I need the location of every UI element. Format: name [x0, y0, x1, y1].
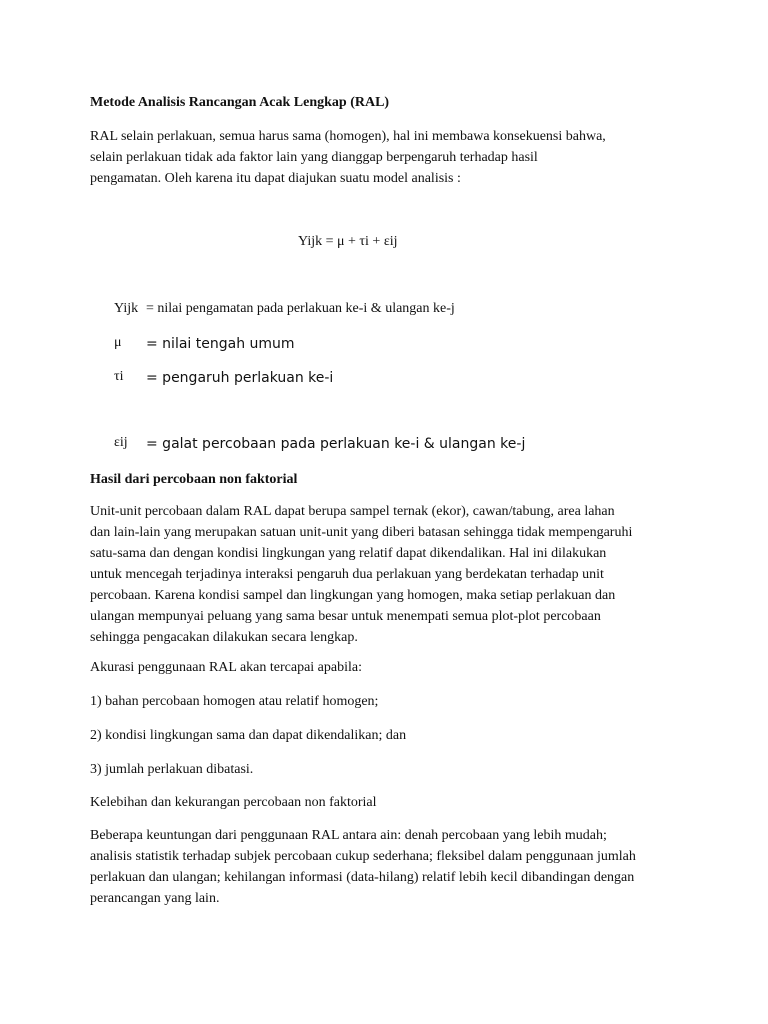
paragraph-line: perancangan yang lain.: [90, 891, 220, 906]
paragraph-line: satu-sama dan dengan kondisi lingkungan yang relatif dapat dikendalikan. Hal ini dilakukan: [90, 546, 607, 561]
accuracy-item: 1) bahan percobaan homogen atau relatif homogen;: [90, 694, 379, 709]
section-heading: Hasil dari percobaan non faktorial: [90, 472, 298, 487]
accuracy-item: 2) kondisi lingkungan sama dan dapat dikendalikan; dan: [90, 728, 407, 743]
paragraph-line: Beberapa keuntungan dari penggunaan RAL antara ain: denah percobaan yang lebih mudah;: [90, 828, 607, 843]
definition-symbol: τi: [114, 369, 124, 384]
definition-symbol: μ: [114, 335, 122, 350]
section-paragraph: [90, 825, 690, 909]
paragraph-line: sehingga pengacakan dilakukan secara lengkap.: [90, 630, 358, 645]
accuracy-intro: Akurasi penggunaan RAL akan tercapai apabila:: [90, 660, 362, 675]
paragraph-line: analisis statistik terhadap subjek percobaan cukup sederhana; fleksibel dalam penggunaan jumlah: [90, 849, 636, 864]
paragraph-line: dan lain-lain yang merupakan satuan unit-unit yang diberi batasan sehingga tidak mempengaruhi: [90, 525, 633, 540]
definition-meaning: = pengaruh perlakuan ke-i: [146, 370, 334, 386]
intro-line: RAL selain perlakuan, semua harus sama (homogen), hal ini membawa konsekuensi bahwa,: [90, 129, 606, 144]
paragraph-line: perlakuan dan ulangan; kehilangan informasi (data-hilang) relatif lebih kecil dibandingan dengan: [90, 870, 635, 885]
paragraph-line: percobaan. Karena kondisi sampel dan lingkungan yang homogen, maka setiap perlakuan dan: [90, 588, 616, 603]
definition-meaning: = galat percobaan pada perlakuan ke-i & ulangan ke-j: [146, 436, 526, 452]
section-paragraph: [90, 501, 690, 648]
paragraph-line: untuk mencegah terjadinya interaksi pengaruh dua perlakuan yang berdekatan terhadap unit: [90, 567, 604, 582]
page-title: Metode Analisis Rancangan Acak Lengkap (RAL): [90, 95, 390, 110]
intro-paragraph: [90, 126, 690, 189]
paragraph-line: Unit-unit percobaan dalam RAL dapat berupa sampel ternak (ekor), cawan/tabung, area lahan: [90, 504, 615, 519]
definition-symbol: Yijk: [114, 301, 139, 316]
intro-line: pengamatan. Oleh karena itu dapat diajukan suatu model analisis :: [90, 171, 461, 186]
section-heading: Kelebihan dan kekurangan percobaan non faktorial: [90, 795, 377, 810]
definition-symbol: εij: [114, 435, 128, 450]
paragraph-line: ulangan mempunyai peluang yang sama besar untuk menempati semua plot-plot percobaan: [90, 609, 601, 624]
accuracy-item: 3) jumlah perlakuan dibatasi.: [90, 762, 254, 777]
model-formula: Yijk = μ + τi + εij: [298, 234, 398, 249]
definition-meaning: = nilai pengamatan pada perlakuan ke-i & ulangan ke-j: [146, 301, 455, 316]
definition-meaning: = nilai tengah umum: [146, 336, 295, 352]
intro-line: selain perlakuan tidak ada faktor lain yang dianggap berpengaruh terhadap hasil: [90, 150, 538, 165]
